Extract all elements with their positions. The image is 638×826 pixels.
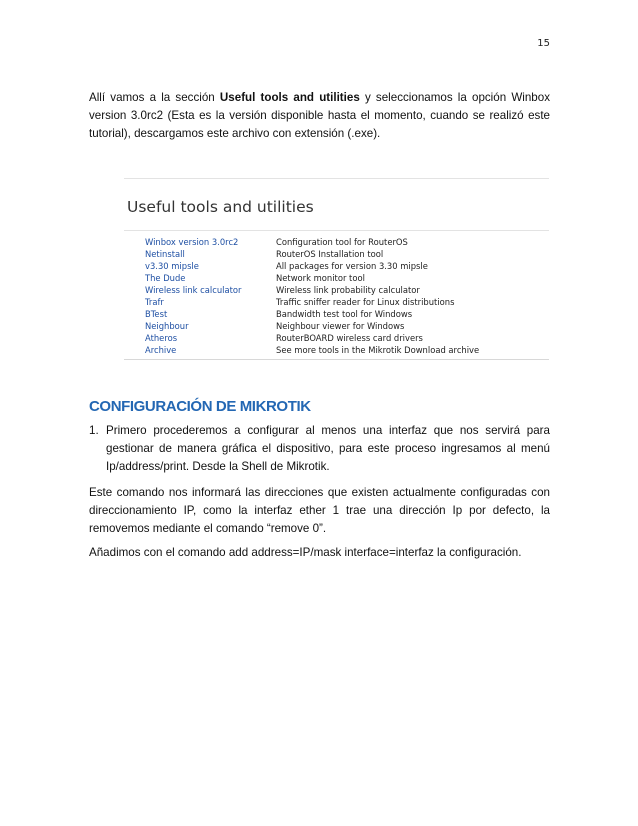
intro-bold-section: Useful tools and utilities [219, 91, 360, 104]
useful-tools-screenshot [124, 178, 549, 372]
table-row [124, 260, 549, 272]
tool-link-neighbour[interactable]: Neighbour [145, 321, 189, 331]
tool-link-winbox[interactable]: Winbox version 3.0rc2 [145, 237, 239, 247]
table-row [124, 344, 549, 360]
tool-description: Wireless link probability calculator [276, 285, 420, 295]
tool-link-archive[interactable]: Archive [145, 345, 177, 355]
page-number: 15 [537, 38, 550, 49]
screenshot-title: Useful tools and utilities [127, 198, 314, 216]
table-row [124, 231, 549, 249]
table-row [124, 320, 549, 332]
table-row [124, 272, 549, 284]
intro-text-after: y seleccionamos la opción Winbox version 3.0rc2 (Esta es la versión disponible hasta el momento, cuando se realizó este tutorial), descargamos este archivo con extensión (.exe). [89, 91, 550, 140]
list-item-text: Primero procederemos a configurar al menos una interfaz que nos servirá para gestionar de manera gráfica el dispositivo, para este proceso ingresamos al menú Ip/address/print. Desde la Shell de Mikrotik. [106, 424, 550, 473]
tool-link-netinstall[interactable]: Netinstall [145, 249, 185, 259]
table-row [124, 308, 549, 320]
tool-link-btest[interactable]: BTest [145, 309, 168, 319]
table-row [124, 296, 549, 308]
tool-description: Neighbour viewer for Windows [276, 321, 405, 331]
section-heading: CONFIGURACIÓN DE MIKROTIK [89, 398, 311, 415]
screenshot-top-divider [124, 178, 549, 179]
list-item-number: 1. [89, 424, 99, 437]
paragraph-add-address: Añadimos con el comando add address=IP/mask interface=interfaz la configuración. [89, 546, 522, 559]
tool-description: All packages for version 3.30 mipsle [276, 261, 428, 271]
tool-description: Traffic sniffer reader for Linux distributions [276, 297, 455, 307]
tool-description: See more tools in the Mikrotik Download archive [276, 345, 480, 355]
tool-description: Bandwidth test tool for Windows [276, 309, 413, 319]
table-row [124, 284, 549, 296]
table-row [124, 332, 549, 344]
numbered-list-item [89, 422, 550, 476]
tool-link-v330-mipsle[interactable]: v3.30 mipsle [145, 261, 199, 271]
table-row [124, 248, 549, 260]
intro-paragraph [89, 89, 550, 143]
intro-text-before: Allí vamos a la sección [89, 91, 220, 104]
tool-link-the-dude[interactable]: The Dude [145, 273, 186, 283]
tool-description: RouterOS Installation tool [276, 249, 384, 259]
tool-description: Network monitor tool [276, 273, 365, 283]
tool-description: RouterBOARD wireless card drivers [276, 333, 423, 343]
tool-link-atheros[interactable]: Atheros [145, 333, 178, 343]
tool-link-trafr[interactable]: Trafr [145, 297, 164, 307]
tool-link-wireless-calculator[interactable]: Wireless link calculator [145, 285, 242, 295]
paragraph-commands-info: Este comando nos informará las direcciones que existen actualmente configuradas con direccionamiento IP, como la interfaz ether 1 trae una dirección Ip por defecto, la removemos mediante el comando “remove 0”. [89, 486, 550, 535]
tool-description: Configuration tool for RouterOS [276, 237, 408, 247]
tools-table [124, 230, 549, 360]
